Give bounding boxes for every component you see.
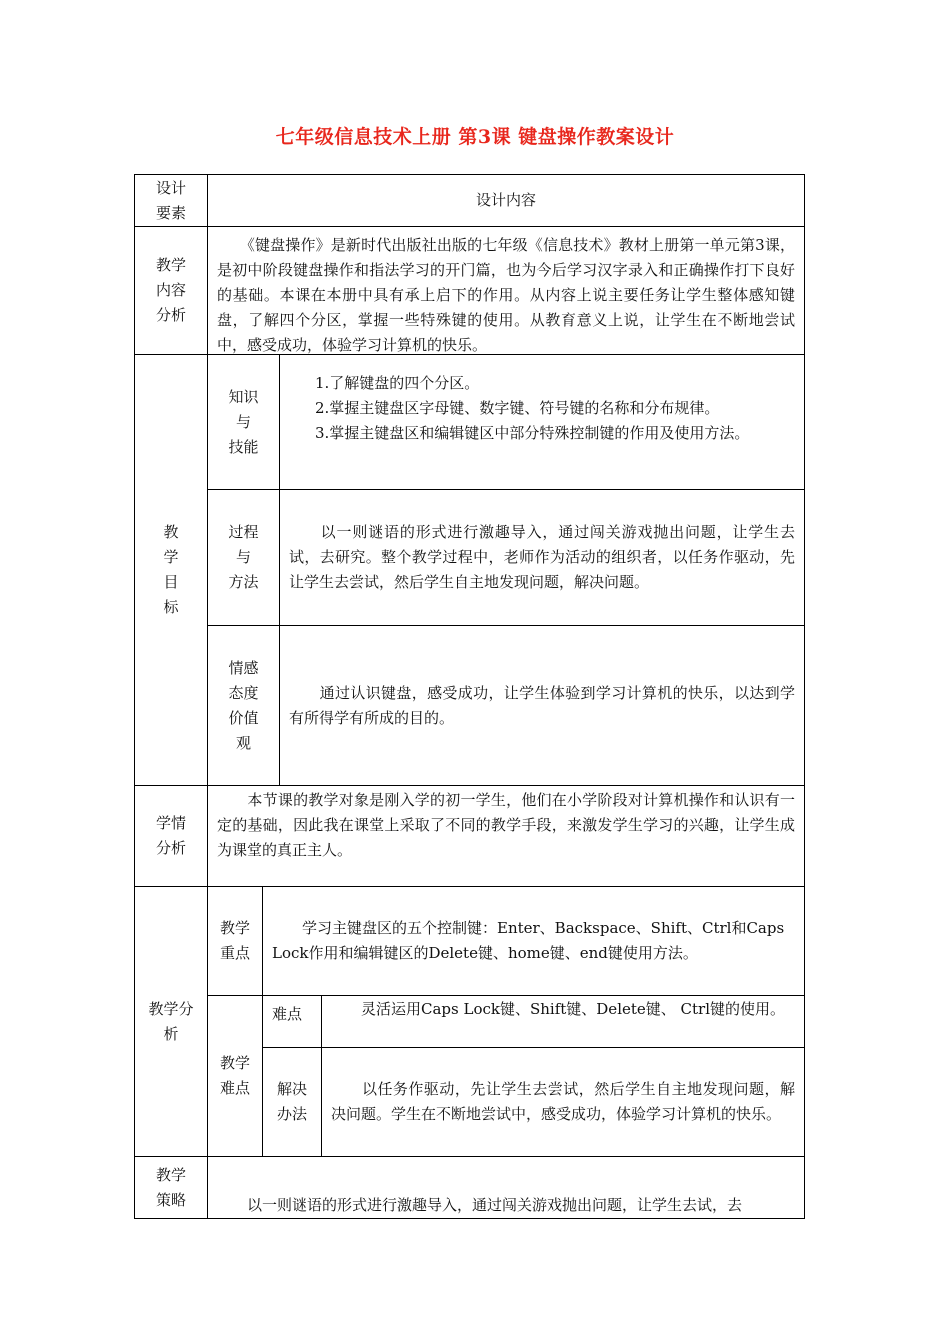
strategy-label: 教学 策略 <box>134 1156 208 1219</box>
difficulty-label: 难点 <box>262 995 322 1048</box>
knowledge-skills-label: 知识 与 技能 <box>207 354 280 490</box>
knowledge-item-1: 1.了解键盘的四个分区。 <box>315 374 480 392</box>
key-points-label: 教学 重点 <box>207 886 263 996</box>
solution-content: 以任务作驱动，先让学生去尝试，然后学生自主地发现问题，解决问题。学生在不断地尝试中，感受成功，体验学习计算机的快乐。 <box>331 1080 795 1123</box>
strategy-text: 以一则谜语的形式进行激趣导入，通过闯关游戏抛出问题，让学生去试，去 <box>207 1156 805 1219</box>
emotion-values-text <box>279 625 805 786</box>
content-analysis-text: 《键盘操作》是新时代出版社出版的七年级《信息技术》教材上册第一单元第3课，是初中阶段键盘操作和指法学习的开门篇，也为今后学习汉字录入和正确操作打下良好的基础。本课在本册中具有承上启下的作用。从内容上说主要任务让学生整体感知键盘，了解四个分区，掌握一些特殊键的使用。从教育意义上说，让学生在不断地尝试中，感受成功，体验学习计算机的快乐。 <box>207 226 805 355</box>
student-analysis-text: 本节课的教学对象是刚入学的初一学生，他们在小学阶段对计算机操作和认识有一定的基础，因此我在课堂上采取了不同的教学手段，来激发学生学习的兴趣，让学生成为课堂的真正主人。 <box>207 785 805 887</box>
document-title: 七年级信息技术上册 第3课 键盘操作教案设计 <box>275 126 675 148</box>
emotion-values-content: 通过认识键盘，感受成功，让学生体验到学习计算机的快乐，以达到学有所得学有所成的目的。 <box>289 683 795 727</box>
header-content-label: 设计内容 <box>207 174 805 227</box>
emotion-values-label: 情感 态度 价值 观 <box>207 625 280 786</box>
process-methods-label: 过程 与 方法 <box>207 489 280 626</box>
solution-text <box>321 1047 805 1157</box>
knowledge-item-3: 3.掌握主键盘区和编辑键区中部分特殊控制键的作用及使用方法。 <box>315 424 750 442</box>
process-methods-content: 以一则谜语的形式进行激趣导入，通过闯关游戏抛出问题，让学生去试，去研究。整个教学过程中，老师作为活动的组织者，以任务作驱动，先让学生去尝试，然后学生自主地发现问题，解决问题。 <box>289 523 795 591</box>
content-analysis-label: 教学 内容 分析 <box>134 226 208 355</box>
solution-label: 解决 办法 <box>262 1047 322 1157</box>
teaching-analysis-label: 教学分 析 <box>134 886 208 1157</box>
knowledge-skills-list <box>279 354 805 490</box>
key-points-text: 学习主键盘区的五个控制键：Enter、Backspace、Shift、Ctrl和Caps Lock作用和编辑键区的Delete键、home键、end键使用方法。 <box>262 886 805 996</box>
header-element-label: 设计 要素 <box>134 174 208 227</box>
difficulty-text: 灵活运用Caps Lock键、Shift键、Delete键、 Ctrl键的使用。 <box>321 995 805 1048</box>
teaching-goals-label: 教 学 目 标 <box>134 354 208 786</box>
knowledge-item-2: 2.掌握主键盘区字母键、数字键、符号键的名称和分布规律。 <box>315 399 720 417</box>
difficulties-label: 教学 难点 <box>207 995 263 1157</box>
student-analysis-label: 学情 分析 <box>134 785 208 887</box>
process-methods-text <box>279 489 805 626</box>
